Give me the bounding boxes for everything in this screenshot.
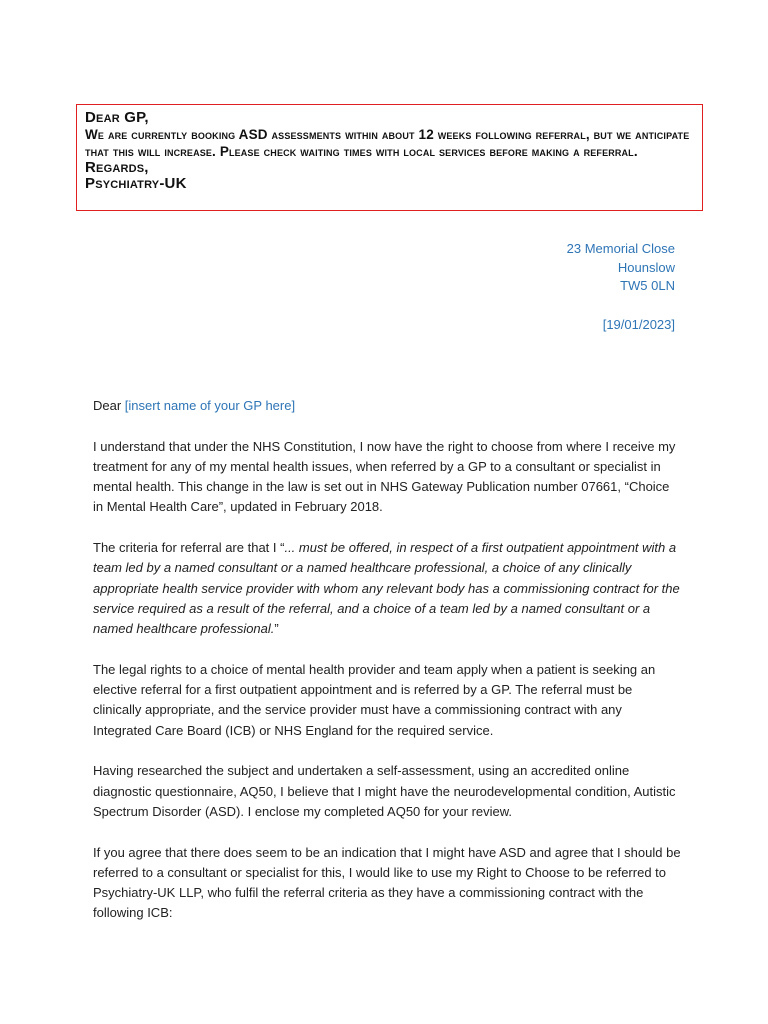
notice-message: We are currently booking ASD assessments within about 12 weeks following referral, but we anticipate that this will increase. Please check waiting times with local services before making a referral. bbox=[85, 127, 690, 159]
criteria-quote: ... must be offered, in respect of a first outpatient appointment with a team led by a named consultant or a named healthcare professional, a choice of any clinically appropriate health service provider with whom any relevant body has a commissioning contract for the service required as a result of the referral, and a choice of a team led by a named consultant or a named healthcare professional. bbox=[93, 540, 680, 637]
gp-name-placeholder: [insert name of your GP here] bbox=[124, 398, 296, 413]
notice-box bbox=[76, 104, 703, 211]
criteria-intro: The criteria for referral are that I “ bbox=[93, 540, 285, 556]
address-town: Hounslow bbox=[617, 259, 675, 275]
address-street: 23 Memorial Close bbox=[566, 241, 675, 256]
paragraph-self-assessment: Having researched the subject and undertaken a self-assessment, using an accredited online diagnostic questionnaire, AQ50, I believe that I might have the neurodevelopmental condition, Autistic Spectrum Disorder (ASD). I enclose my completed AQ50 for your review. bbox=[93, 763, 676, 819]
paragraph-right-to-choose: If you agree that there does seem to be an indication that I might have ASD and agree that I should be referred to a consultant or specialist for this, I would like to use my Right to Choose to be referred to Psychiatry-UK LLP, who fulfil the referral criteria as they have a commissioning contract with the following ICB: bbox=[93, 844, 681, 921]
notice-signoff: Regards, bbox=[85, 159, 149, 176]
paragraph-nhs-constitution: I understand that under the NHS Constitution, I now have the right to choose from where I receive my treatment for any of my mental health issues, when referred by a GP to a consultant or specialist in mental health. This change in the law is set out in NHS Gateway Publication number 07661, “Choice in Mental Health Care”, updated in February 2018. bbox=[93, 438, 676, 515]
letter-date: [19/01/2023] bbox=[602, 317, 675, 332]
paragraph-referral-criteria bbox=[93, 538, 683, 639]
letter-body bbox=[93, 396, 683, 944]
address-postcode: TW5 0LN bbox=[620, 278, 675, 293]
sender-address bbox=[567, 240, 675, 296]
notice-greeting: Dear GP, bbox=[85, 109, 149, 126]
paragraph-legal-rights: The legal rights to a choice of mental health provider and team apply when a patient is seeking an elective referral for a first outpatient appointment and is referred by a GP. The referral must be clinically appropriate, and the service provider must have a commissioning contract with any Integrated Care Board (ICB) or NHS England for the required service. bbox=[93, 661, 656, 738]
notice-sender: Psychiatry-UK bbox=[85, 175, 187, 192]
criteria-end: ” bbox=[274, 621, 279, 637]
salutation bbox=[93, 396, 683, 416]
salutation-prefix: Dear bbox=[93, 398, 125, 413]
